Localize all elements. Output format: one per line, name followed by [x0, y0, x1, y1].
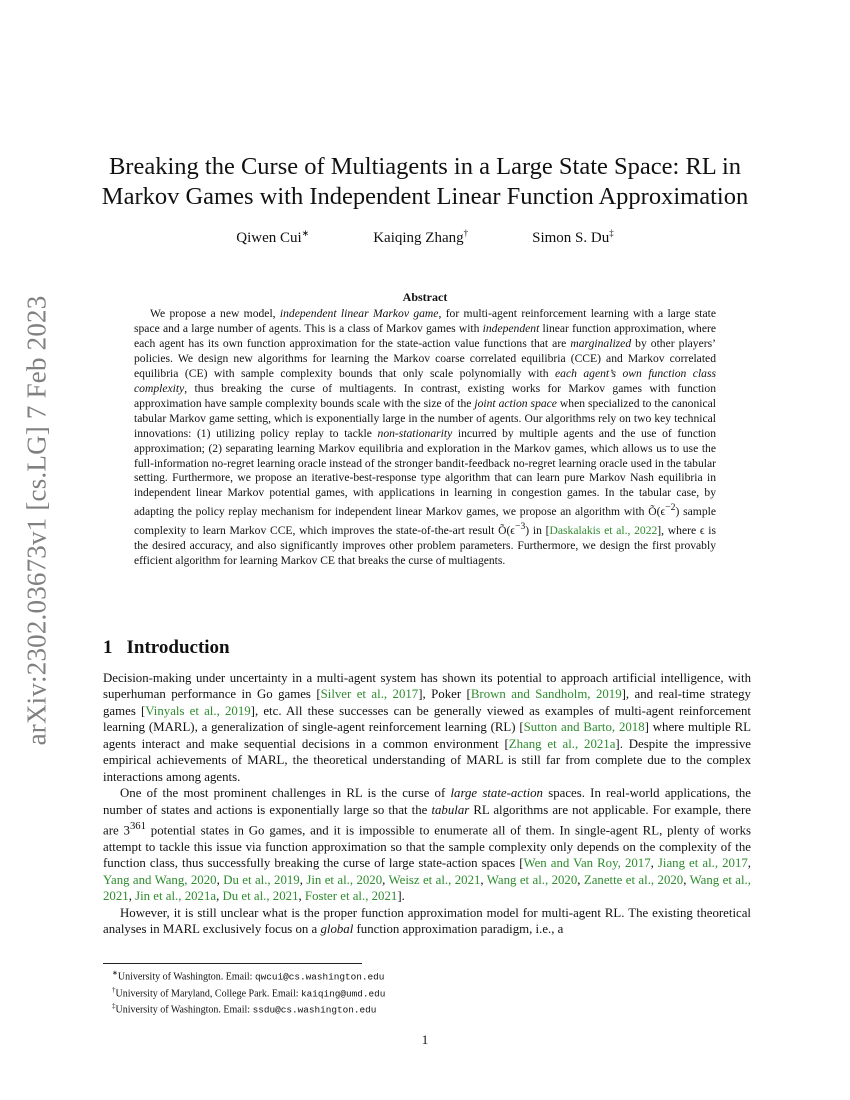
citation-link[interactable]: Du et al., 2021 [222, 889, 299, 904]
paragraph: Decision-making under uncertainty in a multi-agent system has shown its potential to approach artificial intelligence, with superhuman performance in Go games [Silver et al., 2017], Poker [Brown and Sandholm, 2019], and real-time strategy games [Vinyals et al., 2019], etc. All these successes can be generally viewed as examples of multi-agent reinforcement learning (MARL), a generalization of single-agent reinforcement learning (RL) [Sutton and Barto, 2018] where multiple RL agents interact and make sequential decisions in a common environment [Zhang et al., 2021a]. Despite the impressive empirical achievements of MARL, the theoretical understanding of MARL is still far from complete due to the complex interactions among agents. [103, 671, 751, 784]
author-list [90, 228, 760, 247]
page-number: 1 [421, 1032, 429, 1047]
citation-link[interactable]: Silver et al., 2017 [320, 687, 419, 702]
citation-link[interactable]: Sutton and Barto, 2018 [523, 720, 645, 735]
paragraph: However, it is still unclear what is the proper function approximation model for multi-agent RL. The existing theoretical analyses in MARL exclusively focus on a global function approximation paradigm, i.e., a [103, 905, 751, 937]
footnote: ‡University of Washington. Email: ssdu@cs.washington.edu [112, 1002, 377, 1016]
introduction-body [103, 670, 751, 938]
citation-link[interactable]: Du et al., 2019 [223, 872, 300, 887]
arxiv-identifier: arXiv:2302.03673v1 [cs.LG] 7 Feb 2023 [21, 295, 52, 745]
paper-title: Breaking the Curse of Multiagents in a Large State Space: RL in Markov Games with Independent Linear Function Approximation [101, 153, 749, 210]
abstract-body: We propose a new model, independent linear Markov game, for multi-agent reinforcement learning with a large state space and a large number of agents. This is a class of Markov games with independent linear function approximation, where each agent has its own function approximation for the state-action value functions that are marginalized by other players’ policies. We design new algorithms for learning the Markov coarse correlated equilibria (CCE) and Markov correlated equilibria (CE) with sample complexity bounds that only scale polynomially with each agent’s own function class complexity, thus breaking the curse of multiagents. In contrast, existing works for Markov games with function approximation have sample complexity bounds scale with the size of the joint action space when specialized to the canonical tabular Markov game setting, which is exponentially large in the number of agents. Our algorithms rely on two key technical innovations: (1) utilizing policy replay to tackle non-stationarity incurred by multiple agents and the use of function approximation; (2) separating learning Markov equilibria and exploration in the Markov games, which allows us to use the full-information no-regret learning oracle instead of the stronger bandit-feedback no-regret learning oracle used in the tabular setting. Furthermore, we propose an iterative-best-response type algorithm that can learn pure Markov Nash equilibria in independent linear Markov potential games, with applications in learning in congestion games. In the tabular case, by adapting the policy replay mechanism for independent linear Markov games, we propose an algorithm with $Õ(\epsilon^{-2})$ sample complexity to learn Markov CCE, which improves the state-of-the-art result $Õ(\epsilon^{-3})$ in [Daskalakis et al., 2022], where ϵ is the desired accuracy, and also significantly improves other problem parameters. Furthermore, we design the first provably efficient algorithm for learning Markov CE that breaks the curse of multiagents. [134, 307, 716, 567]
footnote: †University of Maryland, College Park. Email: kaiqing@umd.edu [112, 985, 386, 1000]
email-link[interactable]: qwcui@cs.washington.edu [254, 971, 385, 983]
citation-link[interactable]: Zanette et al., 2020 [583, 872, 684, 887]
abstract-heading: Abstract [402, 290, 448, 304]
footnotes [112, 967, 742, 1017]
citation-link[interactable]: Jin et al., 2020 [306, 872, 383, 887]
footnote-divider [103, 963, 362, 964]
citation-link[interactable]: Brown and Sandholm, 2019 [470, 687, 622, 702]
citation-link[interactable]: Yang and Wang, 2020 [103, 872, 217, 887]
citation-link[interactable]: Wen and Van Roy, 2017 [523, 856, 651, 871]
author: Kaiqing Zhang† [373, 228, 469, 246]
citation-link[interactable]: Wang et al., 2021 [103, 872, 751, 904]
citation-link[interactable]: Weisz et al., 2021 [388, 872, 481, 887]
footnote: ∗University of Washington. Email: qwcui@cs.washington.edu [112, 969, 385, 983]
section-number: 1 [103, 637, 113, 658]
section-title: Introduction [126, 637, 230, 658]
citation-link[interactable]: Zhang et al., 2021a [508, 736, 616, 751]
citation-link[interactable]: Jiang et al., 2017 [657, 856, 748, 871]
citation-link[interactable]: Wang et al., 2020 [486, 872, 578, 887]
paragraph: One of the most prominent challenges in RL is the curse of large state-action spaces. In real-world applications, the number of states and actions is exponentially large so that the tabular RL algorithms are not applicable. For example, there are $3^{361}$ potential states in Go games, and it is impossible to enumerate all of them. In single-agent RL, plenty of works attempt to tackle this issue via function approximation so that the sample complexity only depends on the complexity of the function class, thus successfully breaking the curse of large state-action spaces [Wen and Van Roy, 2017, Jiang et al., 2017, Yang and Wang, 2020, Du et al., 2019, Jin et al., 2020, Weisz et al., 2021, Wang et al., 2020, Zanette et al., 2020, Wang et al., 2021, Jin et al., 2021a, Du et al., 2021, Foster et al., 2021]. [103, 786, 752, 904]
citation-link[interactable]: Vinyals et al., 2019 [145, 703, 251, 718]
author: Simon S. Du‡ [532, 228, 614, 246]
author: Qiwen Cui∗ [236, 228, 310, 246]
citation-link[interactable]: Daskalakis et al., 2022 [549, 524, 658, 538]
citation-link[interactable]: Foster et al., 2021 [304, 889, 398, 904]
math-expression: $Õ(\epsilon^{-2})$ [648, 502, 680, 519]
email-link[interactable]: kaiqing@umd.edu [301, 988, 386, 1000]
email-link[interactable]: ssdu@cs.washington.edu [252, 1004, 377, 1016]
citation-link[interactable]: Jin et al., 2021a [135, 889, 217, 904]
math-expression: $Õ(\epsilon^{-3})$ [498, 521, 530, 538]
arxiv-sidebar [12, 280, 62, 760]
section-heading [103, 637, 230, 659]
